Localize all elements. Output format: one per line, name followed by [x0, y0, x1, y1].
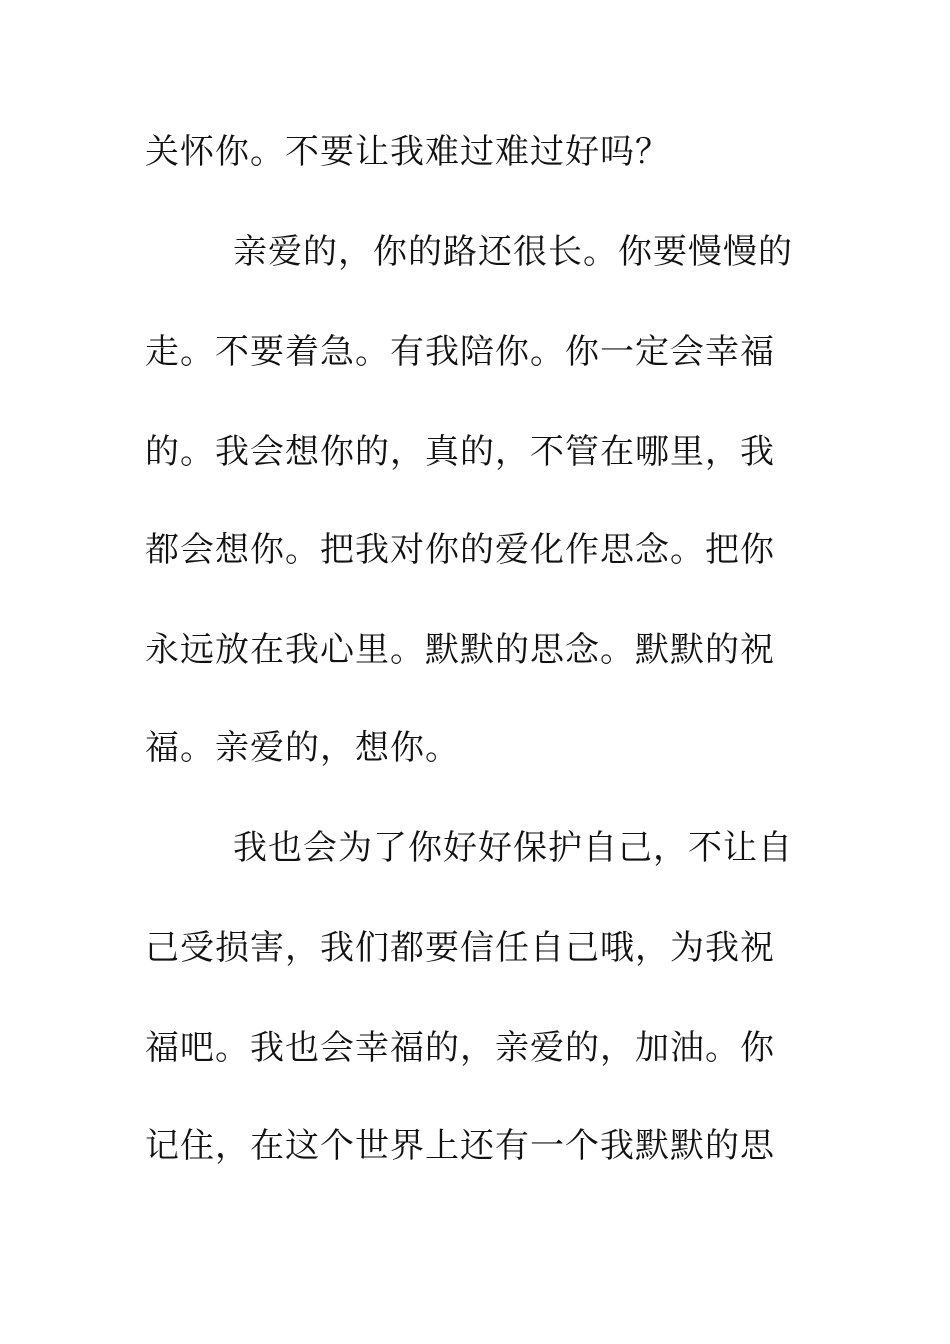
text-line: 记住，在这个世界上还有一个我默默的思	[145, 1126, 775, 1166]
text-line: 福。亲爱的，想你。	[145, 728, 460, 768]
text-line: 走。不要着急。有我陪你。你一定会幸福	[145, 332, 775, 372]
text-line: 福吧。我也会幸福的，亲爱的，加油。你	[145, 1028, 775, 1068]
text-line: 永远放在我心里。默默的思念。默默的祝	[145, 630, 775, 670]
text-line: 都会想你。把我对你的爱化作思念。把你	[145, 530, 775, 570]
text-line: 关怀你。不要让我难过难过好吗？	[145, 132, 670, 172]
text-line: 己受损害，我们都要信任自己哦，为我祝	[145, 928, 775, 968]
text-line: 亲爱的，你的路还很长。你要慢慢的	[233, 232, 793, 272]
text-line: 我也会为了你好好保护自己，不让自	[233, 828, 793, 868]
text-line: 的。我会想你的，真的，不管在哪里，我	[145, 432, 775, 472]
